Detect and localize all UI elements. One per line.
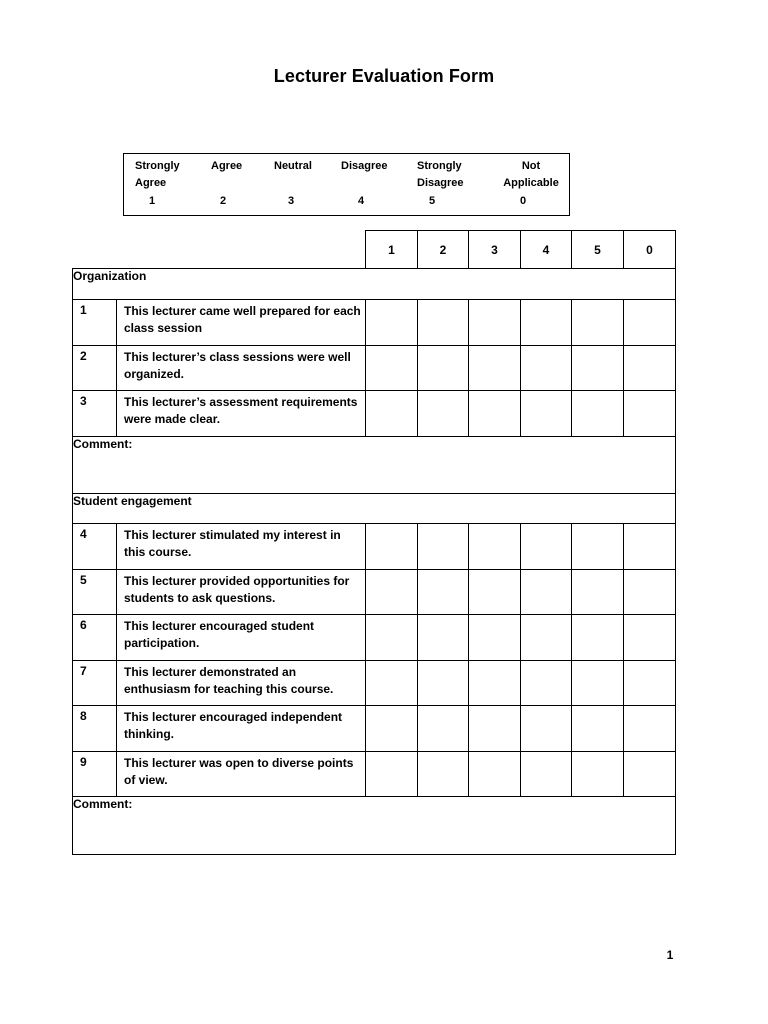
question-text: This lecturer stimulated my interest in this course. — [117, 524, 366, 570]
rating-cell-1[interactable] — [366, 570, 418, 615]
question-number: 9 — [73, 752, 117, 797]
question-row — [73, 391, 676, 437]
comment-label: Comment: — [73, 797, 676, 855]
legend-neutral: Neutral — [274, 160, 312, 172]
legend-disagree: Disagree — [341, 160, 388, 172]
page-number: 1 — [666, 948, 674, 962]
rating-cell-4[interactable] — [521, 346, 572, 391]
question-text: This lecturer provided opportunities for students to ask questions. — [117, 570, 366, 615]
evaluation-table — [72, 230, 676, 855]
rating-cell-0[interactable] — [624, 661, 676, 706]
section-title: Student engagement — [73, 494, 676, 524]
rating-cell-1[interactable] — [366, 300, 418, 346]
question-text: This lecturer demonstrated an enthusiasm for teaching this course. — [117, 661, 366, 706]
question-number: 6 — [73, 615, 117, 661]
question-number: 4 — [73, 524, 117, 570]
legend-value-disagree: 4 — [358, 195, 365, 207]
rating-cell-5[interactable] — [572, 661, 624, 706]
question-number: 3 — [73, 391, 117, 437]
legend-value-agree: 2 — [220, 195, 227, 207]
scale-header-2: 2 — [418, 231, 469, 269]
rating-cell-4[interactable] — [521, 391, 572, 437]
rating-cell-5[interactable] — [572, 391, 624, 437]
rating-scale-legend — [123, 153, 570, 216]
rating-cell-3[interactable] — [469, 524, 521, 570]
rating-cell-5[interactable] — [572, 524, 624, 570]
rating-cell-2[interactable] — [418, 661, 469, 706]
question-row — [73, 752, 676, 797]
question-text: This lecturer’s assessment requirements were made clear. — [117, 391, 366, 437]
question-row — [73, 300, 676, 346]
rating-cell-5[interactable] — [572, 706, 624, 752]
legend-value-strongly-agree: 1 — [149, 195, 156, 207]
question-text: This lecturer was open to diverse points of view. — [117, 752, 366, 797]
rating-cell-0[interactable] — [624, 524, 676, 570]
question-number: 2 — [73, 346, 117, 391]
scale-header-row — [73, 231, 676, 269]
rating-cell-5[interactable] — [572, 615, 624, 661]
rating-cell-4[interactable] — [521, 615, 572, 661]
legend-strongly-agree: Strongly Agree — [135, 160, 180, 189]
rating-cell-2[interactable] — [418, 391, 469, 437]
rating-cell-0[interactable] — [624, 752, 676, 797]
rating-cell-3[interactable] — [469, 661, 521, 706]
rating-cell-2[interactable] — [418, 706, 469, 752]
rating-cell-4[interactable] — [521, 706, 572, 752]
rating-cell-3[interactable] — [469, 300, 521, 346]
rating-cell-4[interactable] — [521, 300, 572, 346]
legend-value-not-applicable: 0 — [520, 195, 527, 207]
rating-cell-1[interactable] — [366, 752, 418, 797]
form-title: Lecturer Evaluation Form — [273, 66, 495, 86]
section-header-row — [73, 494, 676, 524]
question-text: This lecturer encouraged student participation. — [117, 615, 366, 661]
rating-cell-2[interactable] — [418, 752, 469, 797]
question-text: This lecturer encouraged independent thinking. — [117, 706, 366, 752]
rating-cell-4[interactable] — [521, 661, 572, 706]
rating-cell-3[interactable] — [469, 752, 521, 797]
rating-cell-0[interactable] — [624, 615, 676, 661]
scale-header-1: 1 — [366, 231, 418, 269]
rating-cell-1[interactable] — [366, 661, 418, 706]
rating-cell-3[interactable] — [469, 706, 521, 752]
rating-cell-0[interactable] — [624, 391, 676, 437]
rating-cell-1[interactable] — [366, 346, 418, 391]
rating-cell-3[interactable] — [469, 346, 521, 391]
rating-cell-1[interactable] — [366, 524, 418, 570]
comment-row[interactable] — [73, 437, 676, 494]
scale-header-3: 3 — [469, 231, 521, 269]
rating-cell-1[interactable] — [366, 391, 418, 437]
question-row — [73, 615, 676, 661]
rating-cell-0[interactable] — [624, 570, 676, 615]
rating-cell-4[interactable] — [521, 570, 572, 615]
section-title: Organization — [73, 269, 676, 300]
question-row — [73, 706, 676, 752]
rating-cell-2[interactable] — [418, 300, 469, 346]
legend-not-applicable: Not Applicable — [503, 160, 559, 189]
rating-cell-4[interactable] — [521, 524, 572, 570]
rating-cell-5[interactable] — [572, 300, 624, 346]
question-number: 5 — [73, 570, 117, 615]
rating-cell-3[interactable] — [469, 615, 521, 661]
rating-cell-4[interactable] — [521, 752, 572, 797]
question-row — [73, 570, 676, 615]
legend-value-strongly-disagree: 5 — [429, 195, 436, 207]
section-header-row — [73, 269, 676, 300]
rating-cell-0[interactable] — [624, 300, 676, 346]
legend-value-neutral: 3 — [288, 195, 295, 207]
rating-cell-0[interactable] — [624, 346, 676, 391]
rating-cell-5[interactable] — [572, 346, 624, 391]
question-text: This lecturer came well prepared for each class session — [117, 300, 366, 346]
rating-cell-1[interactable] — [366, 615, 418, 661]
rating-cell-2[interactable] — [418, 346, 469, 391]
rating-cell-0[interactable] — [624, 706, 676, 752]
comment-row[interactable] — [73, 797, 676, 855]
question-text: This lecturer’s class sessions were well organized. — [117, 346, 366, 391]
question-row — [73, 346, 676, 391]
question-number: 1 — [73, 300, 117, 346]
question-row — [73, 661, 676, 706]
rating-cell-1[interactable] — [366, 706, 418, 752]
rating-cell-5[interactable] — [572, 570, 624, 615]
scale-header-4: 4 — [521, 231, 572, 269]
question-number: 7 — [73, 661, 117, 706]
rating-cell-2[interactable] — [418, 570, 469, 615]
comment-label: Comment: — [73, 437, 676, 494]
scale-header-5: 5 — [572, 231, 624, 269]
legend-strongly-disagree: Strongly Disagree — [417, 160, 464, 189]
rating-cell-3[interactable] — [469, 570, 521, 615]
rating-cell-2[interactable] — [418, 615, 469, 661]
rating-cell-5[interactable] — [572, 752, 624, 797]
question-row — [73, 524, 676, 570]
legend-agree: Agree — [211, 160, 243, 172]
scale-header-0: 0 — [624, 231, 676, 269]
rating-cell-2[interactable] — [418, 524, 469, 570]
rating-cell-3[interactable] — [469, 391, 521, 437]
question-number: 8 — [73, 706, 117, 752]
